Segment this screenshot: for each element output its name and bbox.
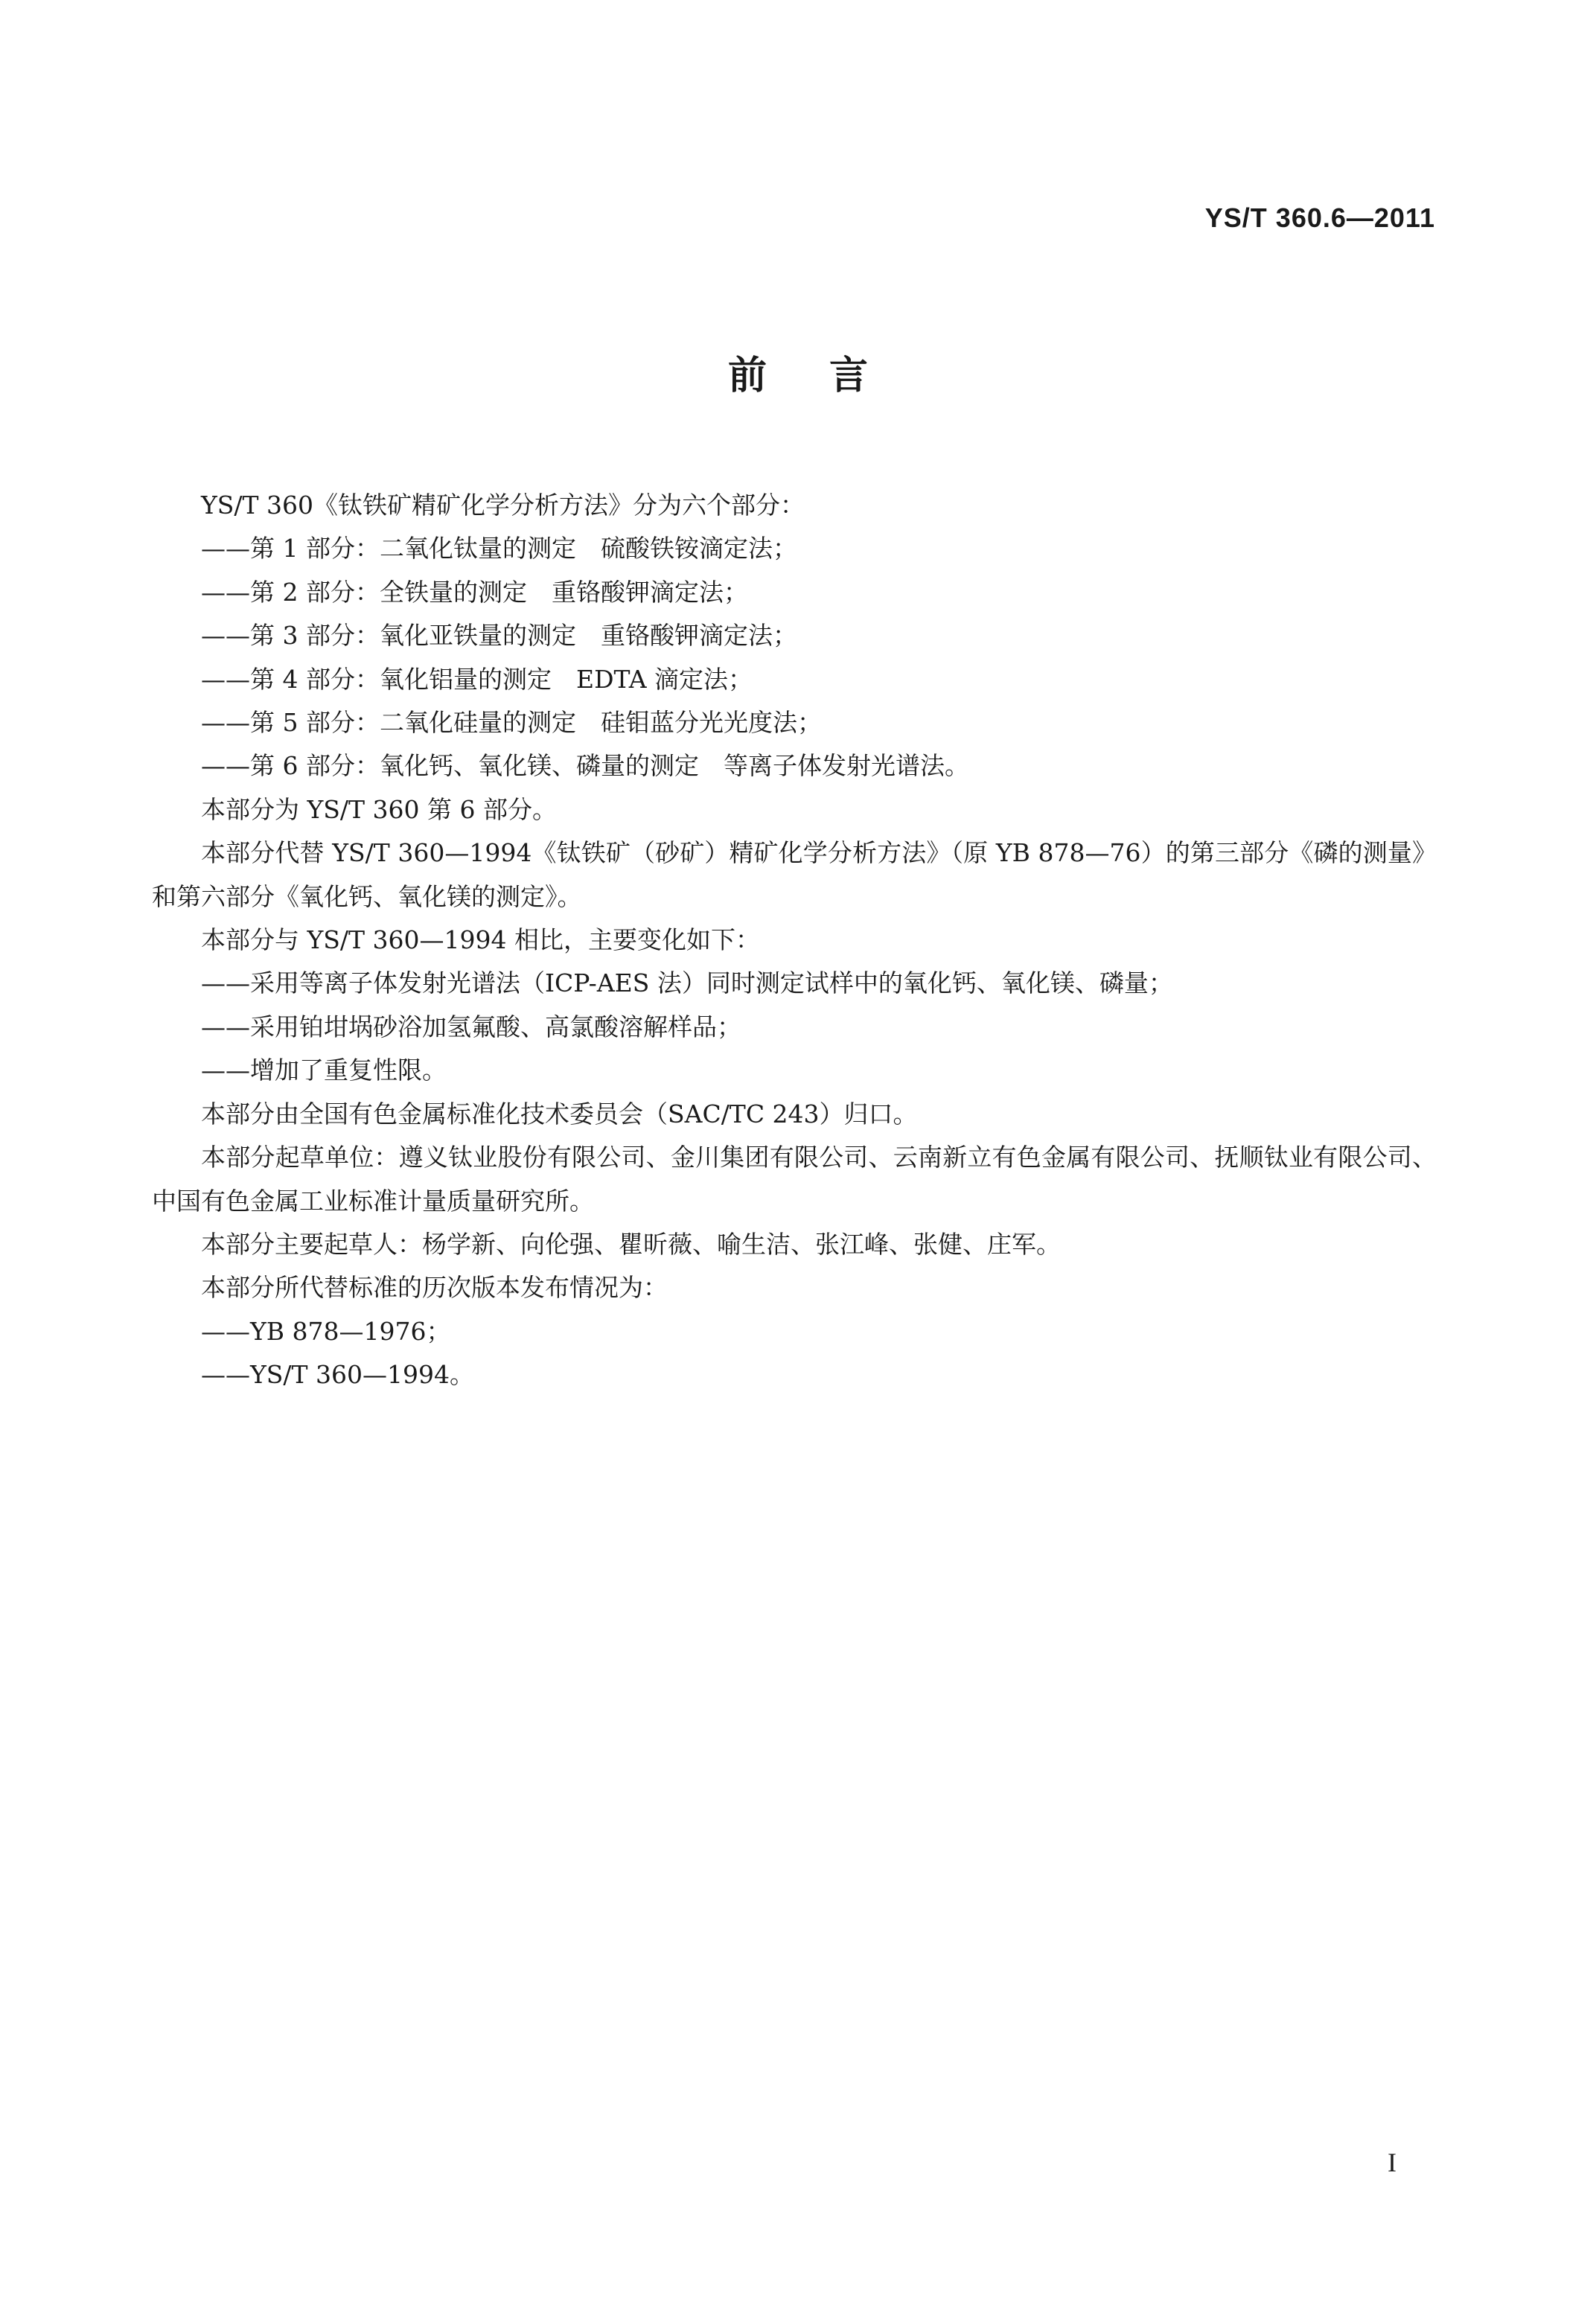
page-number: I bbox=[1388, 2148, 1396, 2177]
paragraph: 本部分起草单位：遵义钛业股份有限公司、金川集团有限公司、云南新立有色金属有限公司、抚顺钛业有限公司、中国有色金属工业标准计量质量研究所。 bbox=[152, 1143, 1437, 1216]
paragraph: 本部分由全国有色金属标准化技术委员会（SAC/TC 243）归口。 bbox=[201, 1099, 918, 1128]
list-item: ——采用等离子体发射光谱法（ICP-AES 法）同时测定试样中的氧化钙、氧化镁、磷量； bbox=[201, 968, 1173, 998]
list-item: ——第 1 部分：二氧化钛量的测定 硫酸铁铵滴定法； bbox=[201, 534, 797, 564]
paragraph: 本部分主要起草人：杨学新、向伦强、瞿昕薇、喻生洁、张江峰、张健、庄军。 bbox=[201, 1229, 1061, 1259]
page-title: 前言 bbox=[727, 354, 931, 398]
paragraph: 本部分代替 YS/T 360—1994《钛铁矿（砂矿）精矿化学分析方法》（原 YB 878—76）的第三部分《磷的测量》和第六部分《氧化钙、氧化镁的测定》。 bbox=[152, 838, 1437, 911]
list-item: ——增加了重复性限。 bbox=[201, 1056, 447, 1085]
list-item: ——YS/T 360—1994。 bbox=[201, 1360, 474, 1390]
standard-number: YS/T 360.6—2011 bbox=[1204, 202, 1435, 233]
paragraph: 本部分所代替标准的历次版本发布情况为： bbox=[201, 1273, 668, 1303]
list-item: ——采用铂坩埚砂浴加氢氟酸、高氯酸溶解样品； bbox=[201, 1012, 741, 1041]
paragraph: 本部分与 YS/T 360—1994 相比，主要变化如下： bbox=[201, 925, 760, 955]
list-item: ——YB 878—1976； bbox=[201, 1316, 451, 1346]
foreword-body bbox=[152, 484, 1437, 1397]
list-item: ——第 4 部分：氧化铝量的测定 EDTA 滴定法； bbox=[201, 664, 753, 694]
list-item: ——第 3 部分：氧化亚铁量的测定 重铬酸钾滴定法； bbox=[201, 621, 797, 651]
paragraph: 本部分为 YS/T 360 第 6 部分。 bbox=[201, 794, 557, 824]
list-item: ——第 5 部分：二氧化硅量的测定 硅钼蓝分光光度法； bbox=[201, 708, 822, 738]
paragraph: YS/T 360《钛铁矿精矿化学分析方法》分为六个部分： bbox=[201, 491, 805, 520]
list-item: ——第 2 部分：全铁量的测定 重铬酸钾滴定法； bbox=[201, 577, 748, 607]
list-item: ——第 6 部分：氧化钙、氧化镁、磷量的测定 等离子体发射光谱法。 bbox=[201, 751, 969, 781]
